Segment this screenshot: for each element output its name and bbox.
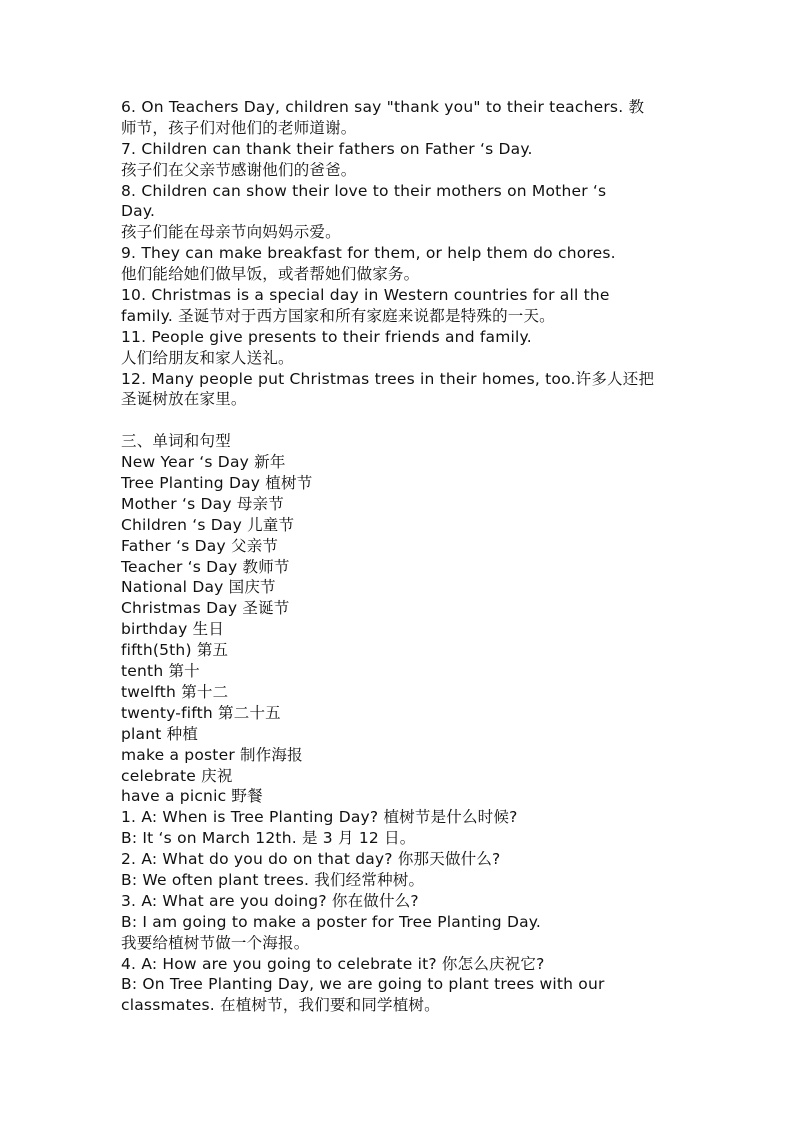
text-line: 1. A: When is Tree Planting Day? 植树节是什么时候?	[121, 808, 518, 827]
text-line: 三、单词和句型	[121, 432, 231, 451]
text-line: 11. People give presents to their friends and family.	[121, 327, 532, 346]
blank-line	[121, 410, 681, 431]
text-line: Father ‘s Day 父亲节	[121, 536, 279, 555]
text-line: 他们能给她们做早饭，或者帮她们做家务。	[121, 265, 420, 284]
text-line: 12. Many people put Christmas trees in their homes, too.许多人还把	[121, 369, 655, 388]
text-line: classmates. 在植树节，我们要和同学植树。	[121, 996, 440, 1015]
text-line: B: On Tree Planting Day, we are going to plant trees with our	[121, 975, 605, 994]
text-line: 9. They can make breakfast for them, or help them do chores.	[121, 244, 616, 263]
text-line: B: We often plant trees. 我们经常种树。	[121, 870, 425, 889]
text-line: 师节，孩子们对他们的老师道谢。	[121, 118, 357, 137]
document-text	[121, 97, 681, 1016]
text-line: birthday 生日	[121, 620, 225, 639]
text-line: celebrate 庆祝	[121, 766, 233, 785]
text-line: fifth(5th) 第五	[121, 641, 229, 660]
text-line: twenty-fifth 第二十五	[121, 703, 281, 722]
text-line: B: I am going to make a poster for Tree Planting Day.	[121, 912, 542, 931]
text-line: 孩子们能在母亲节向妈妈示爱。	[121, 223, 341, 242]
text-line: tenth 第十	[121, 662, 200, 681]
text-line: 人们给朋友和家人送礼。	[121, 348, 294, 367]
text-line: New Year ‘s Day 新年	[121, 453, 286, 472]
text-line: Tree Planting Day 植树节	[121, 474, 313, 493]
text-line: 我要给植树节做一个海报。	[121, 933, 310, 952]
text-line: 10. Christmas is a special day in Western countries for all the	[121, 286, 610, 305]
text-line: National Day 国庆节	[121, 578, 276, 597]
text-line: 6. On Teachers Day, children say "thank you" to their teachers. 教	[121, 98, 645, 116]
text-line: 2. A: What do you do on that day? 你那天做什么?	[121, 850, 501, 869]
text-line: plant 种植	[121, 724, 199, 743]
text-line: Children ‘s Day 儿童节	[121, 515, 295, 534]
text-line: 8. Children can show their love to their mothers on Mother ‘s	[121, 181, 607, 200]
text-line: family. 圣诞节对于西方国家和所有家庭来说都是特殊的一天。	[121, 306, 555, 325]
text-line: make a poster 制作海报	[121, 745, 303, 764]
text-line: 7. Children can thank their fathers on Father ‘s Day.	[121, 139, 533, 158]
text-line: Day.	[121, 202, 156, 221]
text-line: B: It ‘s on March 12th. 是 3 月 12 日。	[121, 829, 416, 848]
text-line: twelfth 第十二	[121, 682, 229, 701]
text-line: 4. A: How are you going to celebrate it? 你怎么庆祝它?	[121, 954, 545, 973]
text-line: 圣诞树放在家里。	[121, 390, 247, 409]
text-line: 3. A: What are you doing? 你在做什么?	[121, 891, 419, 910]
text-line: Christmas Day 圣诞节	[121, 599, 290, 618]
text-line: have a picnic 野餐	[121, 787, 263, 806]
text-line: Mother ‘s Day 母亲节	[121, 494, 284, 513]
text-line: 孩子们在父亲节感谢他们的爸爸。	[121, 160, 357, 179]
text-line: Teacher ‘s Day 教师节	[121, 557, 290, 576]
